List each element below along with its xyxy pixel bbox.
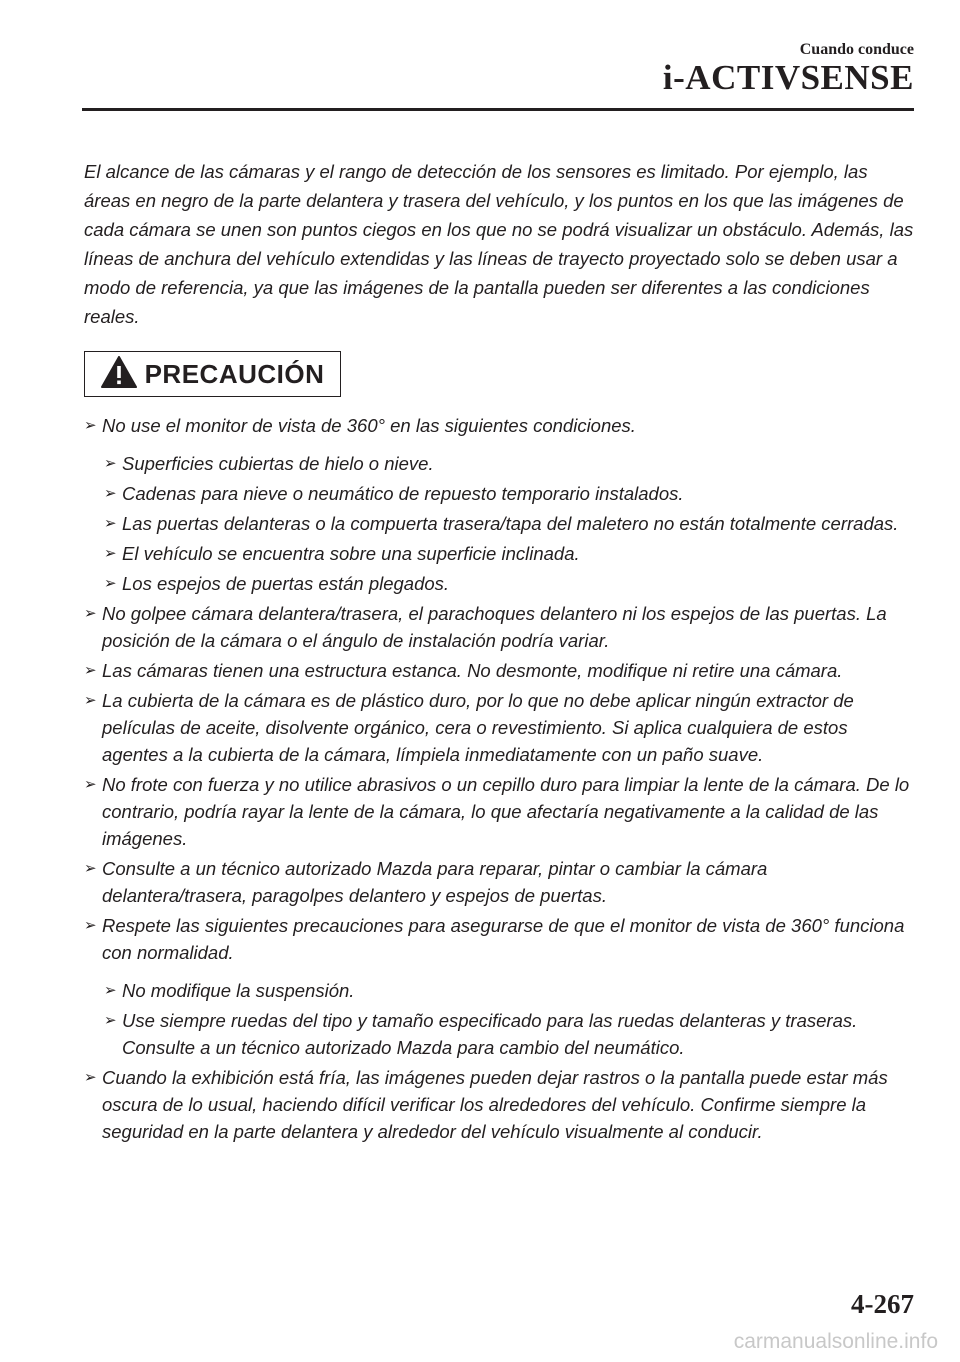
- bullet-arrow-icon: ➢: [84, 917, 97, 934]
- list-item: [104, 570, 914, 597]
- bullet-arrow-icon: ➢: [84, 860, 97, 877]
- bullet-arrow-icon: ➢: [104, 575, 117, 592]
- header-section: Cuando conduce: [799, 41, 914, 58]
- header-chapter: i-ACTIVSENSE: [662, 58, 914, 97]
- list-item-text: Las puertas delanteras o la compuerta trasera/tapa del maletero no están totalmente cerradas.: [122, 513, 899, 534]
- caution-box: [84, 351, 341, 397]
- list-item-text: Cuando la exhibición está fría, las imágenes pueden dejar rastros o la pantalla puede estar más oscura de lo usual, haciendo difícil verificar los alrededores del vehículo. Confirme siempre la seguridad en la parte delantera y alrededor del vehículo visualmente al conducir.: [102, 1067, 888, 1142]
- list-item: [84, 657, 914, 684]
- bullet-arrow-icon: ➢: [104, 545, 117, 562]
- header-rule: [82, 108, 914, 111]
- list-item-text: Cadenas para nieve o neumático de repuesto temporario instalados.: [122, 483, 684, 504]
- caution-list: [84, 412, 914, 1148]
- list-item: [104, 510, 914, 537]
- list-item: [84, 600, 914, 654]
- intro-paragraph: El alcance de las cámaras y el rango de detección de los sensores es limitado. Por ejemplo, las áreas en negro de la parte delantera y trasera del vehículo, y los puntos en los que las imágenes de cada cámara se unen son puntos ciegos en los que no se podrá visualizar un obstáculo. Además, las líneas de anchura del vehículo extendidas y las líneas de trayecto proyectado solo se deben usar a modo de referencia, ya que las imágenes de la pantalla pueden ser diferentes a las condiciones reales.: [84, 161, 914, 327]
- watermark: carmanualsonline.info: [733, 1330, 938, 1353]
- caution-label: PRECAUCIÓN: [144, 358, 325, 389]
- list-item-text: Use siempre ruedas del tipo y tamaño especificado para las ruedas delanteras y traseras. Consulte a un técnico autorizado Mazda para cambio del neumático.: [122, 1010, 858, 1058]
- list-item-text: No use el monitor de vista de 360° en las siguientes condiciones.: [102, 415, 636, 436]
- intro-text: [84, 157, 914, 331]
- bullet-arrow-icon: ➢: [104, 485, 117, 502]
- list-item: [104, 1007, 914, 1061]
- bullet-arrow-icon: ➢: [104, 455, 117, 472]
- bullet-arrow-icon: ➢: [104, 982, 117, 999]
- list-item-text: Las cámaras tienen una estructura estanca. No desmonte, modifique ni retire una cámara.: [102, 660, 843, 681]
- list-item-text: Superficies cubiertas de hielo o nieve.: [122, 453, 434, 474]
- list-item: [84, 912, 914, 966]
- bullet-arrow-icon: ➢: [84, 776, 97, 793]
- list-item: [104, 540, 914, 567]
- list-item: [84, 855, 914, 909]
- list-item: [84, 687, 914, 768]
- bullet-arrow-icon: ➢: [84, 1069, 97, 1086]
- list-item-text: Respete las siguientes precauciones para asegurarse de que el monitor de vista de 360° funciona con normalidad.: [102, 915, 905, 963]
- bullet-arrow-icon: ➢: [84, 662, 97, 679]
- list-item-text: El vehículo se encuentra sobre una superficie inclinada.: [122, 543, 580, 564]
- list-item: [84, 412, 914, 439]
- bullet-arrow-icon: ➢: [104, 515, 117, 532]
- bullet-arrow-icon: ➢: [84, 605, 97, 622]
- list-item-text: Los espejos de puertas están plegados.: [122, 573, 450, 594]
- bullet-arrow-icon: ➢: [104, 1012, 117, 1029]
- list-item-text: No frote con fuerza y no utilice abrasivos o un cepillo duro para limpiar la lente de la cámara. De lo contrario, podría rayar la lente de la cámara, lo que afectaría negativamente a la calidad de las imágenes.: [102, 774, 910, 849]
- list-item-text: La cubierta de la cámara es de plástico duro, por lo que no debe aplicar ningún extractor de películas de aceite, disolvente orgánico, cera o revestimiento. Si aplica cualquiera de estos agentes a la cubierta de la cámara, límpiela inmediatamente con un paño suave.: [102, 690, 854, 765]
- bullet-arrow-icon: ➢: [84, 692, 97, 709]
- warning-triangle-icon: [101, 356, 137, 393]
- list-item: [104, 480, 914, 507]
- list-item: [104, 450, 914, 477]
- page-number: 4-267: [851, 1289, 914, 1319]
- list-item-text: No golpee cámara delantera/trasera, el parachoques delantero ni los espejos de las puertas. La posición de la cámara o el ángulo de instalación podría variar.: [102, 603, 887, 651]
- bullet-arrow-icon: ➢: [84, 417, 97, 434]
- list-item: [104, 977, 914, 1004]
- list-item-text: No modifique la suspensión.: [122, 980, 355, 1001]
- list-item: [84, 771, 914, 852]
- list-item-text: Consulte a un técnico autorizado Mazda para reparar, pintar o cambiar la cámara delantera/trasera, paragolpes delantero y espejos de puertas.: [102, 858, 768, 906]
- list-item: [84, 1064, 914, 1145]
